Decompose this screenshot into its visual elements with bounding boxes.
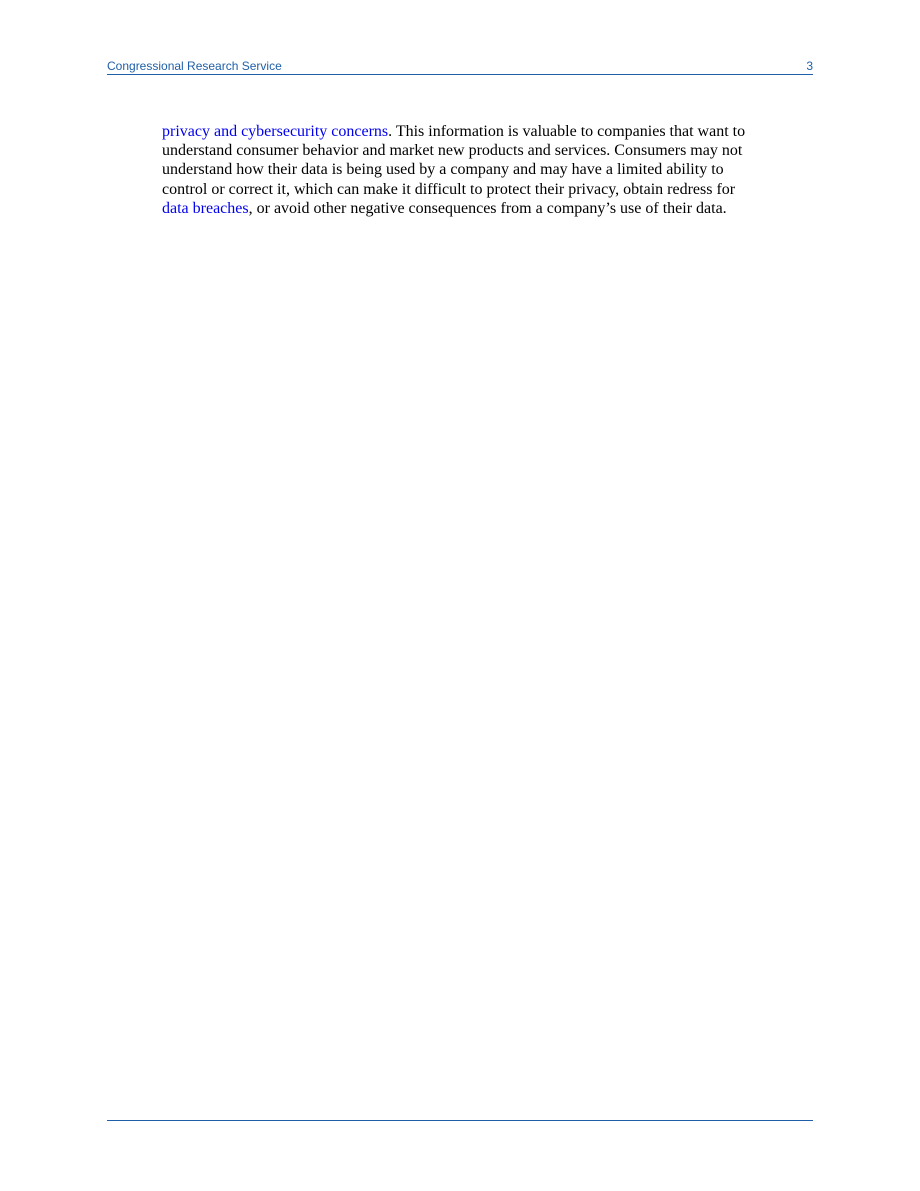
header-title: Congressional Research Service (107, 59, 282, 73)
paragraph-text-part-2: , or avoid other negative consequences from a company’s use of their data. (248, 199, 727, 217)
body-paragraph-container (162, 122, 762, 218)
paragraph-text-part-1: . This information is valuable to companies that want to understand consumer behavior and market new products and services. Consumers may not understand how their data is being used by a company and may have a limited ability to control or correct it, which can make it difficult to protect their privacy, obtain redress for (162, 123, 746, 198)
data-breaches-link[interactable]: data breaches (162, 199, 249, 217)
page-number: 3 (806, 59, 813, 73)
footer-divider (107, 1120, 813, 1121)
privacy-cybersecurity-link[interactable]: privacy and cybersecurity concerns (162, 123, 389, 140)
page-header (107, 58, 813, 75)
body-paragraph (162, 122, 762, 218)
